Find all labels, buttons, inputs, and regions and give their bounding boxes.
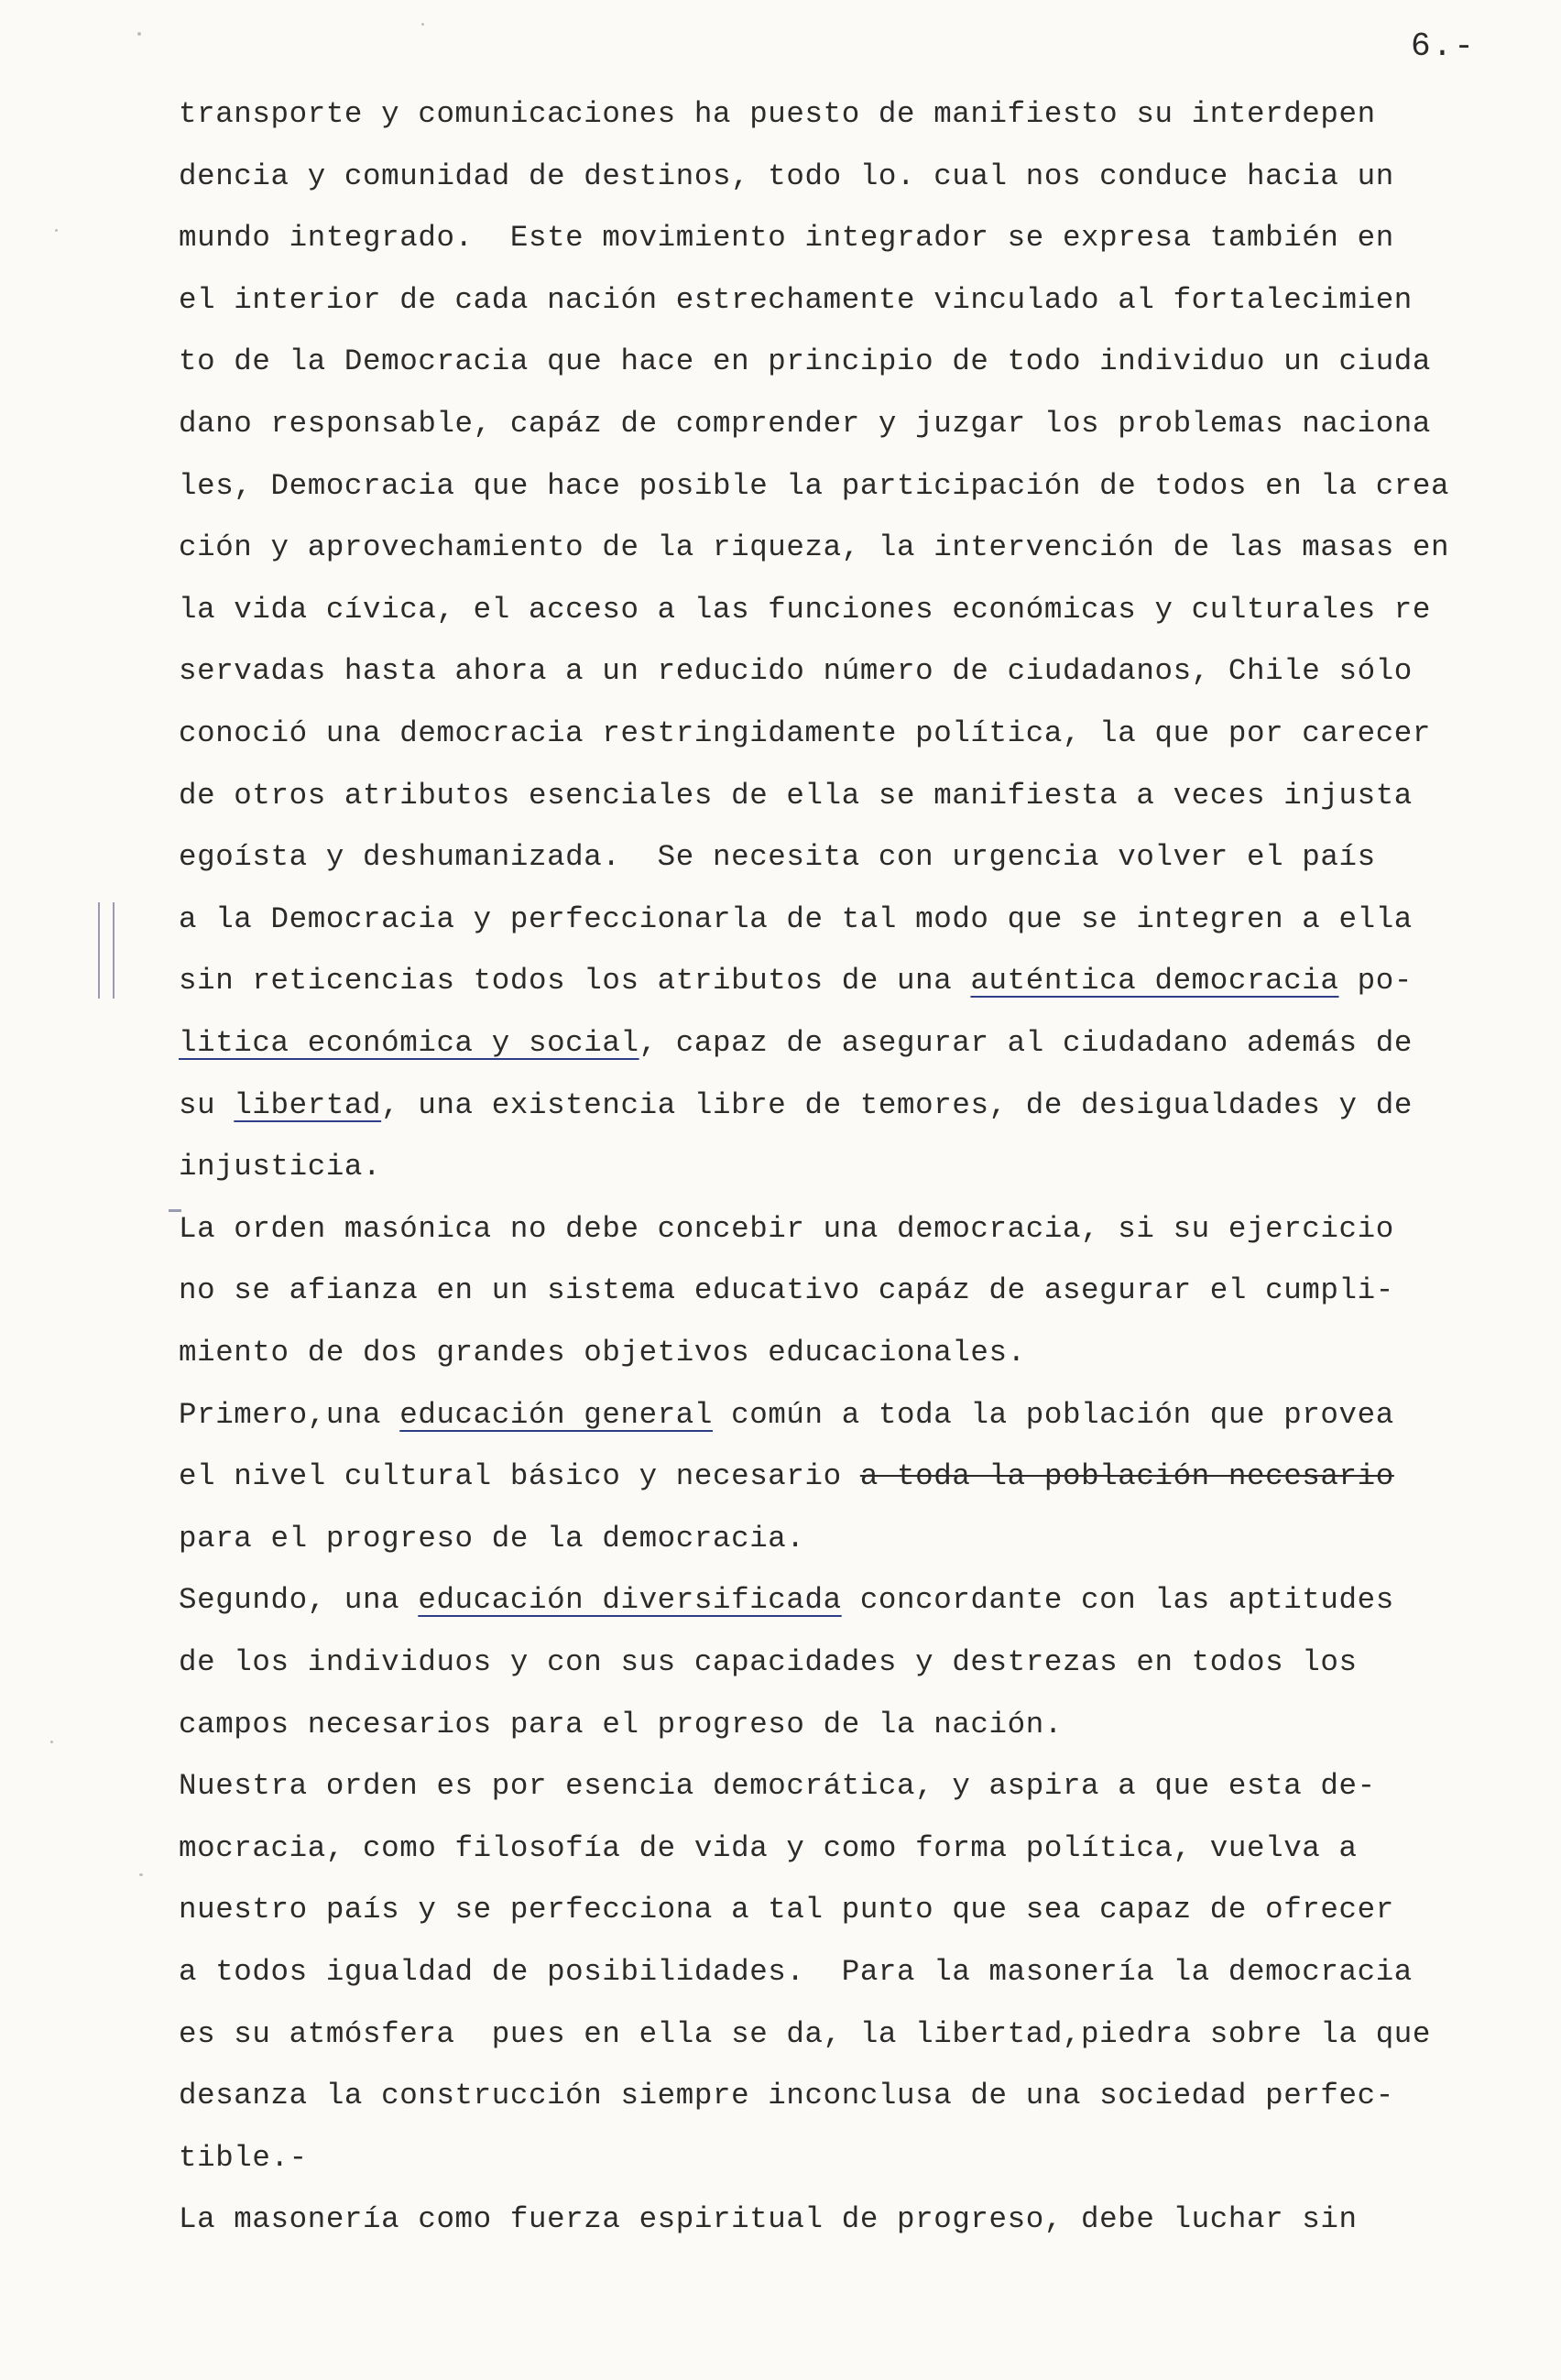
text-line bbox=[179, 344, 1431, 380]
text-line bbox=[179, 1087, 1413, 1124]
line-segment: to de la Democracia que hace en principio de todo individuo un ciuda bbox=[179, 344, 1432, 379]
text-line bbox=[179, 1025, 1413, 1062]
text-line bbox=[179, 1830, 1358, 1867]
line-segment: servadas hasta ahora a un reducido número de ciudadanos, Chile sólo bbox=[179, 654, 1413, 689]
text-line bbox=[179, 901, 1413, 938]
text-line bbox=[179, 1335, 1026, 1371]
line-segment: el interior de cada nación estrechamente vinculado al fortalecimien bbox=[179, 282, 1413, 317]
text-line bbox=[179, 1521, 805, 1557]
text-line bbox=[179, 2016, 1431, 2053]
line-segment: común a toda la población que provea bbox=[713, 1397, 1394, 1432]
text-line bbox=[179, 1149, 381, 1185]
line-segment: su bbox=[179, 1087, 235, 1122]
line-segment: Primero,una bbox=[179, 1397, 400, 1432]
line-segment: Segundo, una bbox=[179, 1583, 419, 1618]
text-line bbox=[179, 1644, 1358, 1681]
struck-text: a toda la población necesario bbox=[859, 1459, 1394, 1494]
text-line bbox=[179, 158, 1394, 195]
line-segment: dano responsable, capáz de comprender y juzgar los problemas naciona bbox=[179, 407, 1432, 441]
line-segment: La masonería como fuerza espiritual de progreso, debe luchar sin bbox=[179, 2202, 1358, 2237]
text-line bbox=[179, 1272, 1394, 1309]
line-segment: mocracia, como filosofía de vida y como forma política, vuelva a bbox=[179, 1830, 1358, 1865]
ink-underlined-text: libertad bbox=[234, 1087, 382, 1122]
text-line bbox=[179, 2140, 308, 2177]
text-line bbox=[179, 468, 1449, 505]
text-line bbox=[179, 96, 1376, 133]
line-segment: es su atmósfera pues en ella se da, la libertad,piedra sobre la que bbox=[179, 2016, 1432, 2051]
line-segment: conoció una democracia restringidamente política, la que por carecer bbox=[179, 716, 1432, 750]
ink-underlined-text: auténtica democracia bbox=[970, 964, 1339, 999]
line-segment: , una existencia libre de temores, de desigualdades y de bbox=[381, 1087, 1413, 1122]
line-segment: mundo integrado. Este movimiento integrador se expresa también en bbox=[179, 221, 1394, 256]
line-segment: miento de dos grandes objetivos educacionales. bbox=[179, 1336, 1026, 1370]
line-segment: ción y aprovechamiento de la riqueza, la intervención de las masas en bbox=[179, 530, 1450, 565]
line-segment: de los individuos y con sus capacidades y destrezas en todos los bbox=[179, 1645, 1358, 1679]
text-line bbox=[179, 592, 1431, 628]
text-line bbox=[179, 1768, 1376, 1805]
margin-pencil-mark bbox=[98, 902, 100, 999]
text-line bbox=[179, 778, 1413, 814]
line-segment: egoísta y deshumanizada. Se necesita con urgencia volver el país bbox=[179, 840, 1376, 875]
text-line bbox=[179, 1458, 1394, 1495]
line-segment: no se afianza en un sistema educativo capáz de asegurar el cumpli- bbox=[179, 1273, 1394, 1308]
text-line bbox=[179, 1582, 1394, 1619]
text-line bbox=[179, 406, 1431, 442]
line-segment: campos necesarios para el progreso de la nación. bbox=[179, 1707, 1063, 1741]
line-segment: la vida cívica, el acceso a las funciones económicas y culturales re bbox=[179, 592, 1432, 627]
paper-speck bbox=[50, 1741, 53, 1743]
text-line bbox=[179, 653, 1413, 690]
text-line bbox=[179, 220, 1394, 257]
line-segment: sin reticencias todos los atributos de una bbox=[179, 964, 971, 999]
line-segment: nuestro país y se perfecciona a tal punto que sea capaz de ofrecer bbox=[179, 1893, 1394, 1927]
text-line bbox=[179, 282, 1413, 319]
text-line bbox=[179, 1211, 1394, 1248]
line-segment: po- bbox=[1338, 964, 1413, 999]
paper-speck bbox=[139, 1873, 143, 1876]
line-segment: La orden masónica no debe concebir una democracia, si su ejercicio bbox=[179, 1211, 1394, 1246]
line-segment: concordante con las aptitudes bbox=[841, 1583, 1394, 1618]
line-segment: les, Democracia que hace posible la participación de todos en la crea bbox=[179, 468, 1450, 503]
ink-underlined-text: educación diversificada bbox=[418, 1583, 842, 1618]
text-line bbox=[179, 529, 1449, 566]
text-line bbox=[179, 2201, 1358, 2238]
text-line bbox=[179, 963, 1413, 999]
line-segment: Nuestra orden es por esencia democrática, y aspira a que esta de- bbox=[179, 1769, 1376, 1804]
paper-speck bbox=[137, 32, 141, 36]
text-line bbox=[179, 1397, 1394, 1434]
line-segment: el nivel cultural básico y necesario bbox=[179, 1459, 860, 1494]
paper-speck bbox=[421, 23, 424, 26]
line-segment: para el progreso de la democracia. bbox=[179, 1521, 805, 1556]
text-line bbox=[179, 1892, 1394, 1928]
line-segment: injusticia. bbox=[179, 1150, 382, 1185]
text-line bbox=[179, 1954, 1413, 1991]
line-segment: , capaz de asegurar al ciudadano además de bbox=[639, 1026, 1413, 1060]
line-segment: tible.- bbox=[179, 2140, 308, 2175]
text-line bbox=[179, 1707, 1063, 1743]
margin-dash-mark bbox=[169, 1209, 181, 1212]
line-segment: de otros atributos esenciales de ella se manifiesta a veces injusta bbox=[179, 778, 1413, 813]
text-line bbox=[179, 715, 1431, 752]
ink-underlined-text: litica económica y social bbox=[179, 1026, 639, 1060]
text-line bbox=[179, 839, 1376, 876]
line-segment: transporte y comunicaciones ha puesto de manifiesto su interdepen bbox=[179, 97, 1376, 131]
ink-underlined-text: educación general bbox=[399, 1397, 714, 1432]
line-segment: desanza la construcción siempre inconclusa de una sociedad perfec- bbox=[179, 2079, 1394, 2113]
text-line bbox=[179, 2078, 1394, 2114]
paper-speck bbox=[55, 229, 58, 232]
page-number: 6.- bbox=[1411, 27, 1476, 65]
line-segment: a la Democracia y perfeccionarla de tal modo que se integren a ella bbox=[179, 901, 1413, 936]
margin-pencil-mark bbox=[113, 902, 115, 999]
line-segment: dencia y comunidad de destinos, todo lo. cual nos conduce hacia un bbox=[179, 158, 1394, 193]
line-segment: a todos igualdad de posibilidades. Para la masonería la democracia bbox=[179, 1955, 1413, 1989]
